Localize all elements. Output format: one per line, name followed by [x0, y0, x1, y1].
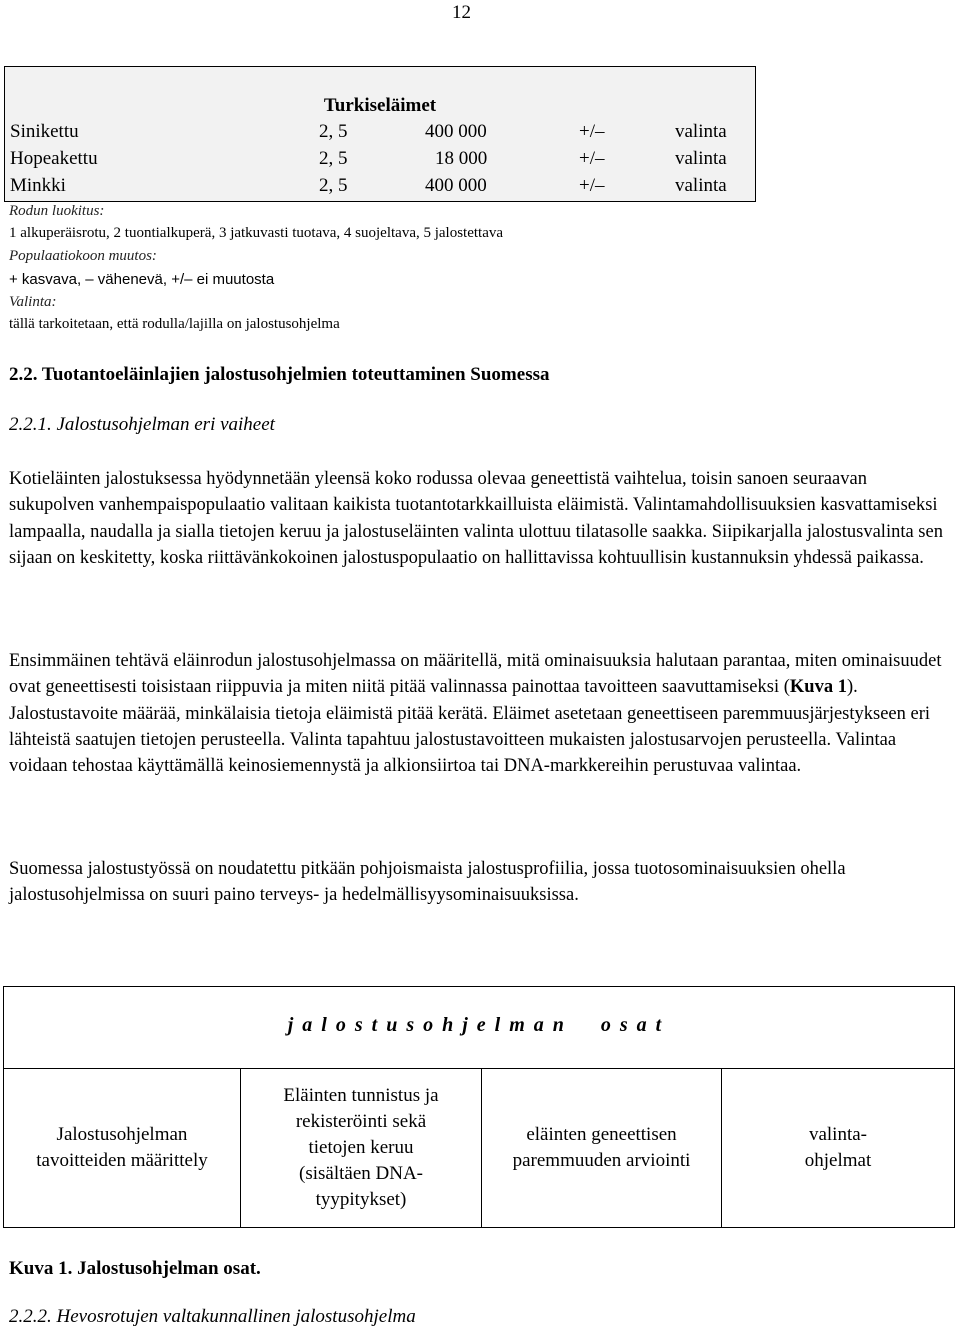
- subsection-heading: 2.2.1. Jalostusohjelman eri vaiheet: [9, 414, 275, 435]
- paragraph: [9, 648, 955, 779]
- table-cell-class: 2, 5: [319, 175, 348, 196]
- legend-text: + kasvava, – vähenevä, +/– ei muutosta: [9, 271, 275, 288]
- paragraph-text: Suomessa jalostustyössä on noudatettu pitkään pohjoismaista jalostusprofiilia, jossa tuotosominaisuuksien ohella jalostusohjelmissa on suuri paino terveys- ja hedelmällisyysominaisuuksissa.: [9, 859, 846, 906]
- diagram-box-text: Jalostusohjelman tavoitteiden määrittely: [36, 1124, 208, 1171]
- diagram-box: [482, 1069, 721, 1227]
- legend-text: 1 alkuperäisrotu, 2 tuontialkuperä, 3 jatkuvasti tuotava, 4 suojeltava, 5 jalostettava: [9, 225, 504, 241]
- table-cell-change: +/–: [579, 121, 605, 142]
- diagram-box-text: eläinten geneettisen paremmuuden arviointi: [512, 1124, 691, 1171]
- fur-animals-table: [4, 66, 756, 202]
- table-cell-selection: valinta: [675, 148, 727, 169]
- table-cell-class: 2, 5: [319, 148, 348, 169]
- paragraph: [9, 856, 955, 909]
- table-cell-population: 400 000: [425, 175, 487, 196]
- legend-label: Valinta:: [9, 294, 57, 310]
- table-cell-class: 2, 5: [319, 121, 348, 142]
- table-cell-population: 18 000: [435, 148, 488, 169]
- diagram-box: [722, 1069, 954, 1227]
- table-title: Turkiseläimet: [323, 95, 437, 116]
- breeding-program-diagram: [3, 986, 955, 1228]
- table-cell-change: +/–: [579, 148, 605, 169]
- diagram-box-text: Eläinten tunnistus ja rekisteröinti sekä tietojen keruu (sisältäen DNA- tyypitykset): [283, 1085, 439, 1210]
- figure-caption: Kuva 1. Jalostusohjelman osat.: [9, 1258, 261, 1279]
- diagram-title: jalostusohjelman osat: [287, 1014, 671, 1036]
- paragraph-text: [9, 648, 955, 779]
- figure-reference: Kuva 1: [789, 677, 847, 698]
- table-cell-name: Sinikettu: [10, 121, 79, 142]
- table-cell-change: +/–: [579, 175, 605, 196]
- table-cell-population: 400 000: [425, 121, 487, 142]
- paragraph-text-part: Ensimmäinen tehtävä eläinrodun jalostusohjelmassa on määritellä, mitä ominaisuuksia halutaan parantaa, miten ominaisuudet ovat geneettisesti toisistaan riippuvia ja miten niitä pitää valinnassa painottaa tavoitteen saavuttamiseksi (: [9, 651, 942, 698]
- page-number: 12: [452, 2, 471, 23]
- table-cell-name: Hopeakettu: [10, 148, 98, 169]
- diagram-box-text: valinta- ohjelmat: [804, 1124, 872, 1171]
- table-cell-selection: valinta: [675, 121, 727, 142]
- paragraph: [9, 466, 955, 571]
- legend-label: Populaatiokoon muutos:: [9, 248, 157, 264]
- legend-text: tällä tarkoitetaan, että rodulla/lajilla on jalostusohjelma: [9, 316, 340, 332]
- diagram-box: [4, 1069, 240, 1227]
- legend-label: Rodun luokitus:: [9, 203, 105, 219]
- table-cell-selection: valinta: [675, 175, 727, 196]
- subsection-heading: 2.2.2. Hevosrotujen valtakunnallinen jalostusohjelma: [9, 1306, 416, 1327]
- section-heading: 2.2. Tuotantoeläinlajien jalostusohjelmien toteuttaminen Suomessa: [9, 364, 550, 385]
- table-cell-name: Minkki: [10, 175, 66, 196]
- diagram-box: [241, 1069, 481, 1227]
- paragraph-text-part: ). Jalostustavoite määrää, minkälaisia tietoja eläimistä pitää kerätä. Eläimet asetetaan geneettiseen paremmuusjärjestykseen eri lähteistä saatujen tietojen perusteella. Valinta tapahtuu jalostustavoitteen mukaisten jalostusarvojen perusteella. Valintaa voidaan tehostaa käyttämällä keinosiemennystä ja alkionsiirtoa tai DNA-markkereihin perustuvaa valintaa.: [9, 677, 931, 777]
- paragraph-text: Kotieläinten jalostuksessa hyödynnetään yleensä koko rodussa olevaa geneettistä vaihtelua, toisin sanoen seuraavan sukupolven vanhempaispopulaatio valitaan kaikista tuotantotarkkailluista eläimistä. Valintamahdollisuuksien kasvattamiseksi lampaalla, naudalla ja sialla tietojen keruu ja jalostuseläinten valinta ulottuu tilatasolle saakka. Siipikarjalla jalostusvalinta sen sijaan on keskitetty, koska riittävänkokoinen jalostuspopulaatio on hallittavissa kohtuullisin kustannuksin yhdessä paikassa.: [9, 469, 943, 568]
